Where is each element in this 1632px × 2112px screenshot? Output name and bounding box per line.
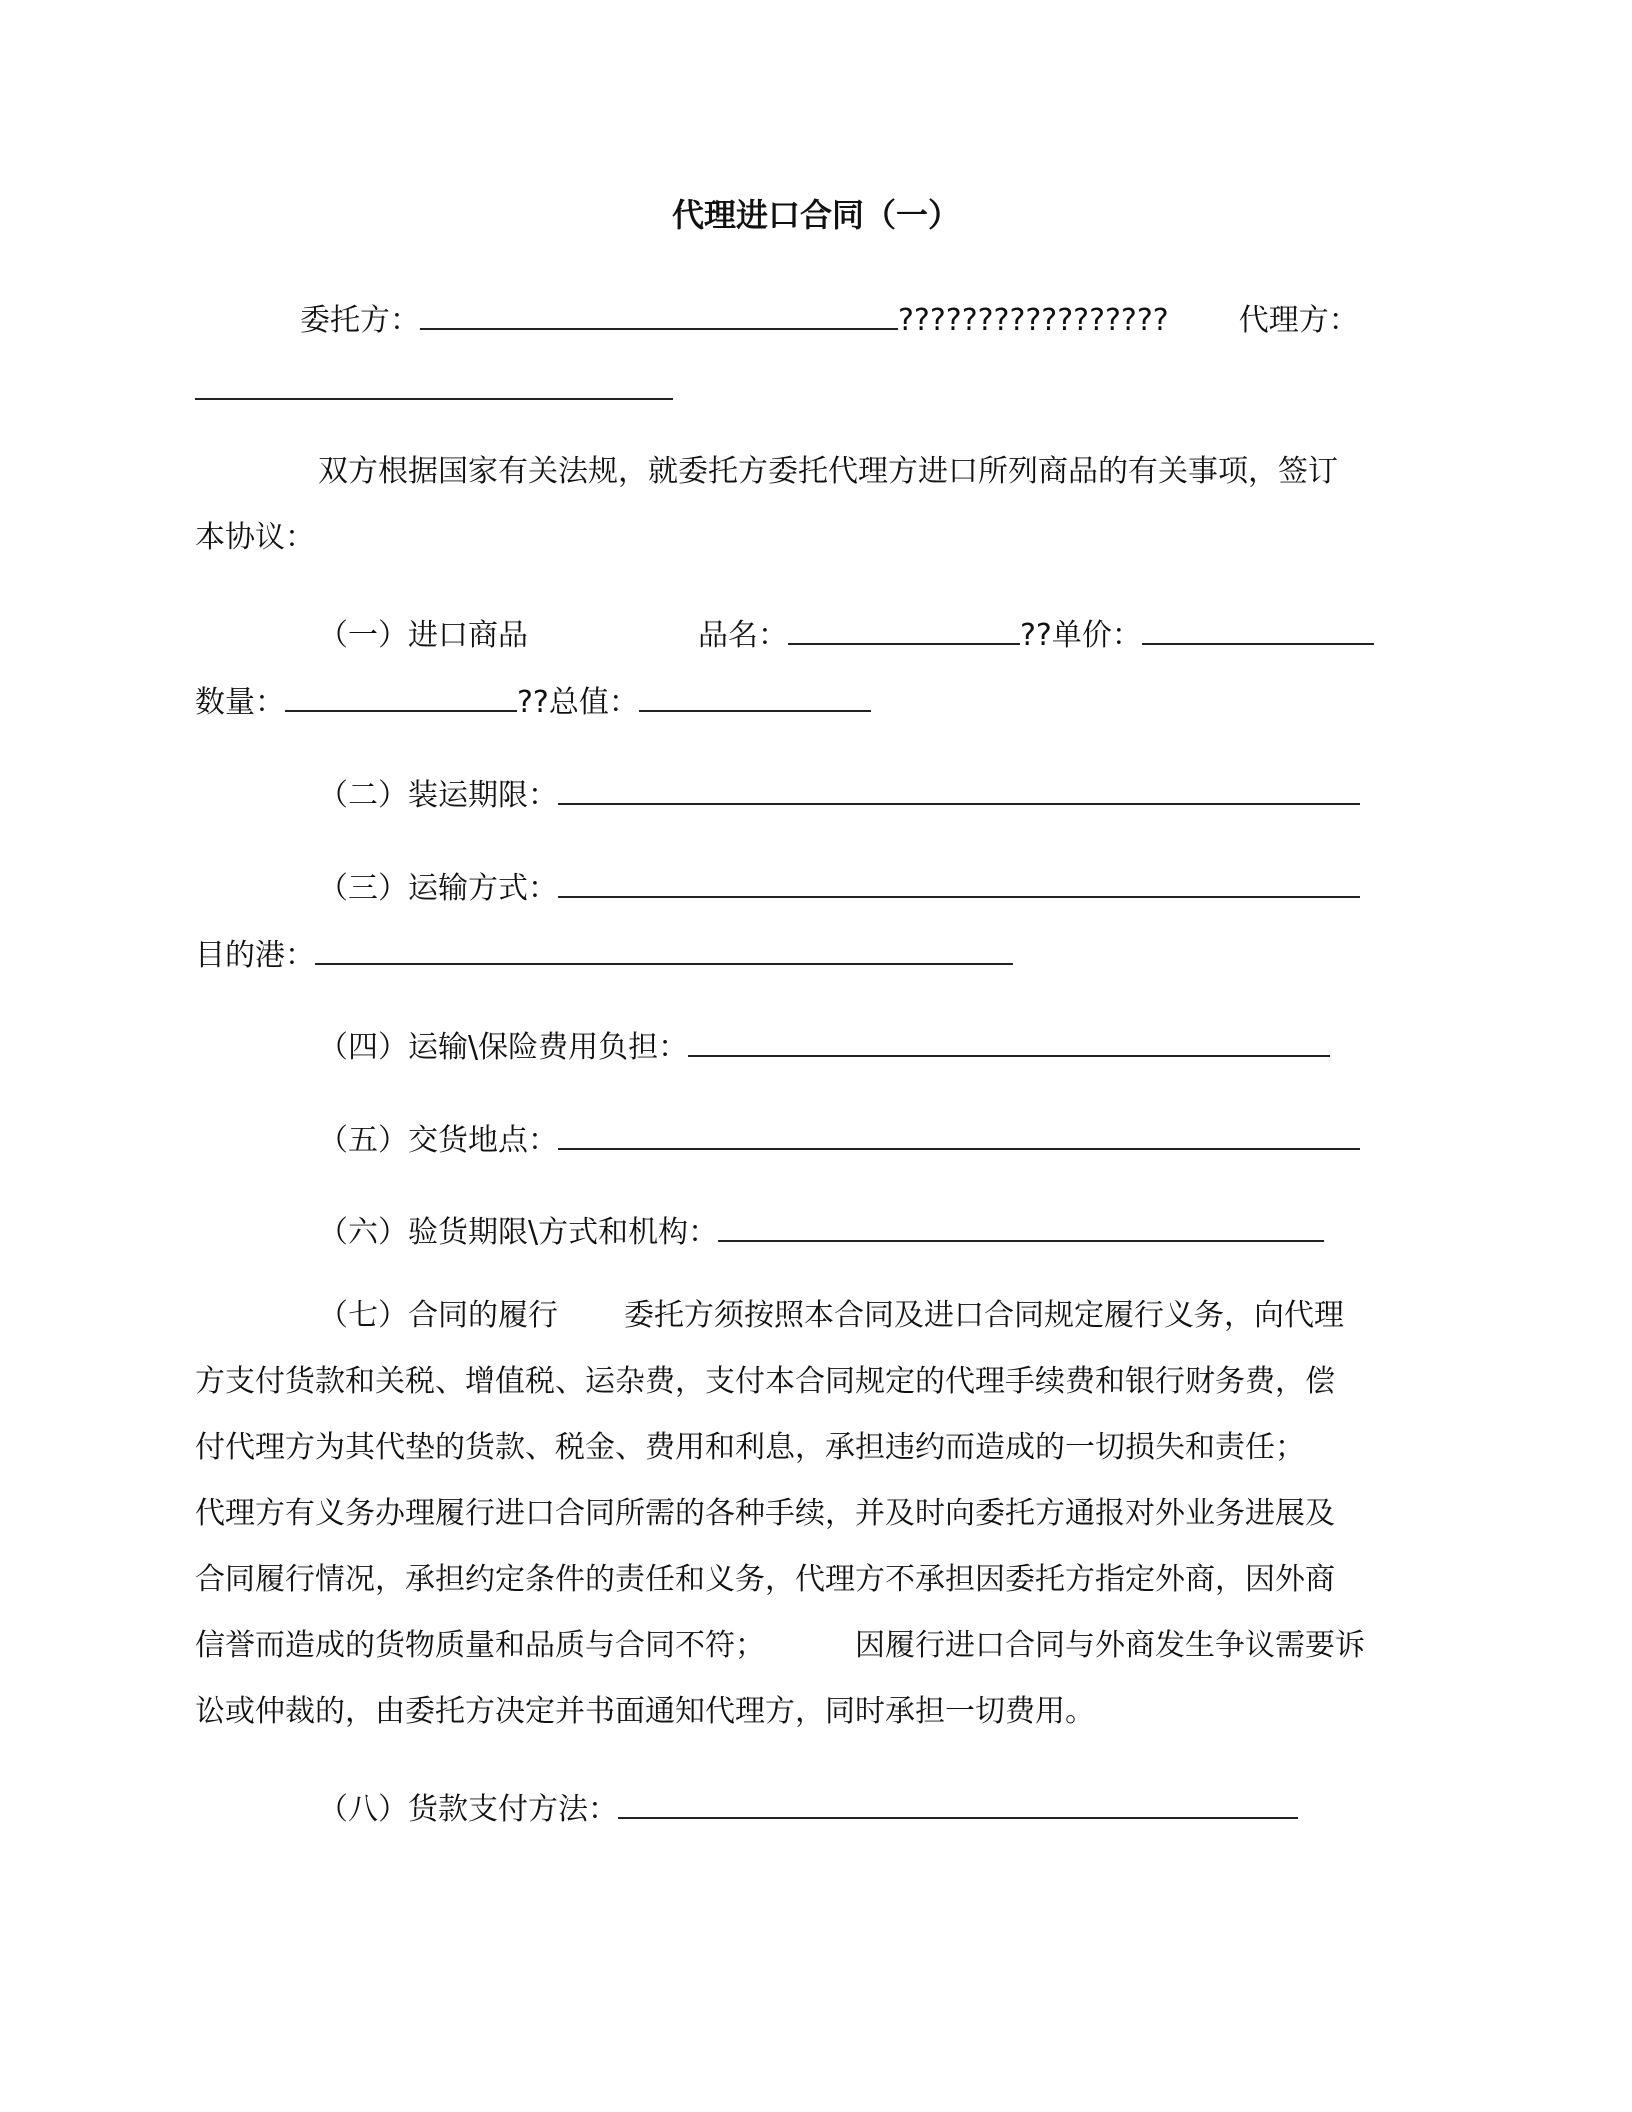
total-value-label: 总值： (548, 685, 639, 720)
clause-3-blank (558, 866, 1360, 898)
quantity-blank (285, 680, 517, 712)
clause-1-heading: （一）进口商品 (318, 618, 528, 653)
clause-1-line-2 (195, 680, 871, 723)
clause-7-line-6 (195, 1626, 1365, 1666)
clause-7-text-1: 委托方须按照本合同及进口合同规定履行义务，向代理 (624, 1298, 1344, 1333)
clause-5-label: （五）交货地点： (318, 1123, 558, 1158)
client-blank (420, 298, 898, 330)
destination-port-line (195, 933, 1013, 976)
clause-4 (318, 1025, 1330, 1068)
sep-1: ?? (1020, 618, 1052, 653)
page-title: 代理进口合同（一） (671, 196, 960, 234)
clause-1-line-1 (318, 613, 1374, 656)
clause-2-label: （二）装运期限： (318, 778, 558, 813)
clause-8-blank (618, 1787, 1298, 1819)
clause-2-blank (558, 773, 1360, 805)
clause-6-label: （六）验货期限\方式和机构： (318, 1215, 719, 1250)
parties-line (300, 298, 1359, 341)
agent-blank (195, 368, 673, 400)
clause-5-blank (558, 1118, 1360, 1150)
unit-price-label: 单价： (1051, 618, 1142, 653)
clause-7-line-7: 讼或仲裁的，由委托方决定并书面通知代理方，同时承担一切费用。 (195, 1694, 1095, 1729)
total-value-blank (639, 680, 871, 712)
clause-3 (318, 866, 1360, 909)
sep-2: ?? (517, 685, 549, 720)
client-label: 委托方： (300, 303, 420, 338)
clause-2 (318, 773, 1360, 816)
quantity-label: 数量： (195, 685, 285, 720)
agent-blank-line (195, 368, 673, 411)
intro-line-2: 本协议： (195, 520, 315, 555)
client-marks: ????????????????? (898, 303, 1169, 338)
clause-8-label: （八）货款支付方法： (318, 1792, 618, 1827)
clause-7-line-2: 方支付货款和关税、增值税、运杂费，支付本合同规定的代理手续费和银行财务费，偿 (195, 1364, 1335, 1399)
clause-7-text-6: 信誉而造成的货物质量和品质与合同不符； (195, 1628, 765, 1663)
clause-7-heading: （七）合同的履行 (318, 1298, 558, 1333)
clause-4-blank (688, 1025, 1330, 1057)
clause-7-line-4: 代理方有义务办理履行进口合同所需的各种手续，并及时向委托方通报对外业务进展及 (195, 1496, 1335, 1531)
product-name-label: 品名： (698, 618, 788, 653)
clause-6-blank (718, 1210, 1324, 1242)
intro-line-1: 双方根据国家有关法规，就委托方委托代理方进口所列商品的有关事项，签订 (318, 454, 1338, 489)
clause-8 (318, 1787, 1298, 1830)
clause-5 (318, 1118, 1360, 1161)
destination-port-label: 目的港： (195, 938, 315, 973)
unit-price-blank (1142, 613, 1374, 645)
clause-7-line-1 (318, 1296, 1344, 1336)
clause-7-line-5: 合同履行情况，承担约定条件的责任和义务，代理方不承担因委托方指定外商，因外商 (195, 1562, 1335, 1597)
clause-7-line-3: 付代理方为其代垫的货款、税金、费用和利息，承担违约而造成的一切损失和责任； (195, 1430, 1305, 1465)
clause-7-text-7: 因履行进口合同与外商发生争议需要诉 (855, 1628, 1365, 1663)
product-name-blank (788, 613, 1020, 645)
agent-label: 代理方： (1238, 303, 1359, 338)
clause-4-label: （四）运输\保险费用负担： (318, 1030, 689, 1065)
destination-port-blank (315, 933, 1013, 965)
clause-6 (318, 1210, 1324, 1253)
clause-3-label: （三）运输方式： (318, 871, 558, 906)
